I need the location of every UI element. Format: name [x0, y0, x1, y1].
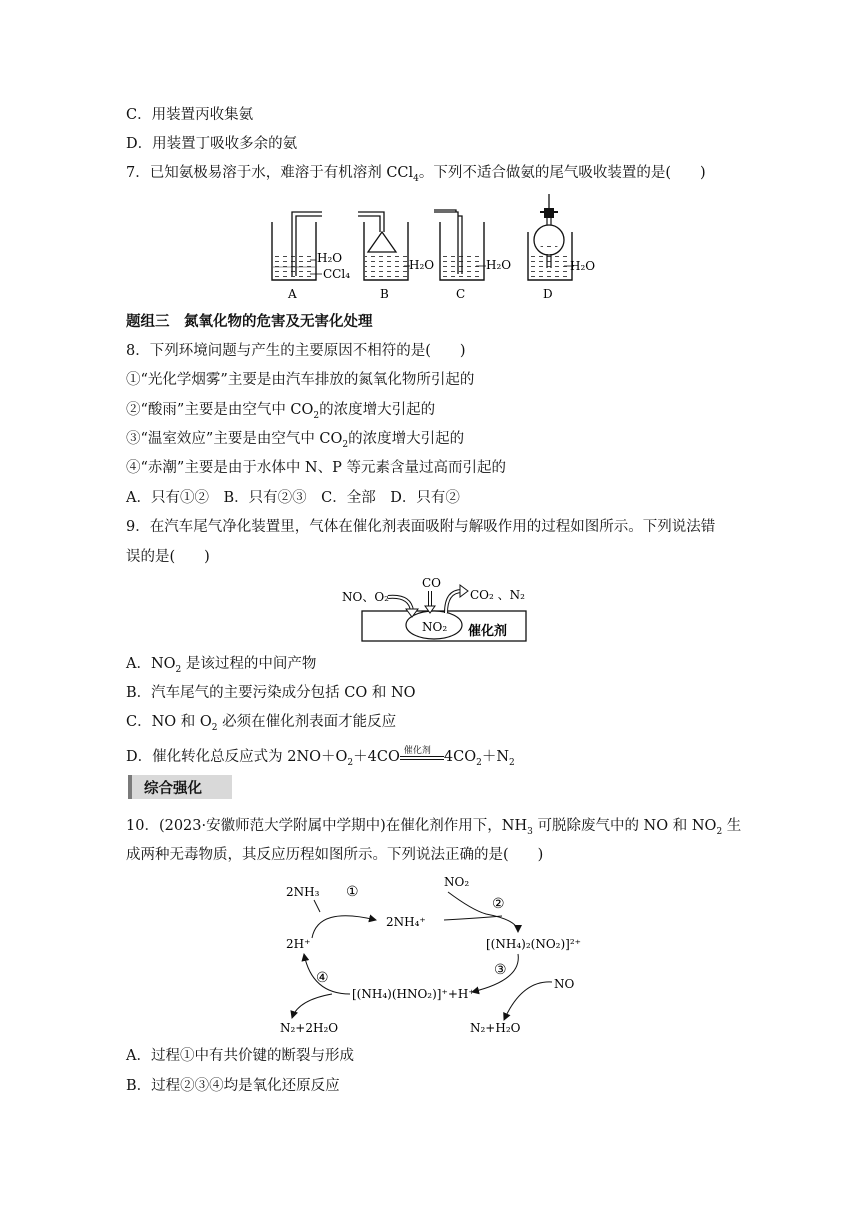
q10-stem-sub2: 2 [716, 826, 723, 837]
q10-stem-line-1 [126, 816, 741, 842]
section-title: 综合强化 [144, 781, 202, 797]
q10-stem-b: 可脱除废气中的 NO 和 NO [532, 818, 717, 834]
q8-item-3 [126, 429, 464, 455]
label-h2o-c: H₂O [486, 258, 512, 272]
q10-complex1: [(NH₄)₂(NO₂)]²⁺ [486, 937, 581, 951]
q10-option-b: B．过程②③④均是氧化还原反应 [126, 1078, 340, 1094]
q8-item-3-a: ③“温室效应”主要是由空气中 CO [126, 431, 343, 447]
q10-stem-a: 10．(2023·安徽师范大学附属中学期中)在催化剂作用下，NH [126, 818, 528, 834]
q9-option-d-n: ＋N [481, 749, 510, 765]
q9-label-right: CO₂ 、N₂ [470, 588, 525, 602]
q9-label-left: NO、O₂ [342, 590, 389, 604]
q9-option-d-sub3: 2 [509, 757, 515, 768]
q9-option-d-text: D．催化转化总反应式为 2NO＋O [126, 749, 348, 765]
q10-no2: NO₂ [444, 875, 470, 889]
q9-stem-line-2: 误的是( ) [126, 549, 210, 565]
q10-no: NO [554, 977, 575, 991]
q9-label-co: CO [422, 576, 442, 590]
q7-stem-text-b: 。下列不适合做氨的尾气吸收装置的是( ) [418, 165, 706, 181]
label-ccl4-a: CCl₄ [323, 267, 351, 281]
q9-option-a-sub: 2 [175, 664, 182, 675]
q9-reaction-condition: 催化剂 [403, 746, 431, 756]
q7-stem-text-a: 7．已知氨极易溶于水，难溶于有机溶剂 CCl [126, 165, 414, 181]
q9-option-b: B．汽车尾气的主要污染成分包括 CO 和 NO [126, 685, 416, 701]
q10-step1: ① [346, 884, 359, 900]
q9-option-d-sub1: 2 [347, 757, 354, 768]
group3-heading: 题组三 氮氧化物的危害及无害化处理 [126, 314, 373, 330]
q10-complex2: [(NH₄)(HNO₂)]⁺+H⁺ [352, 987, 475, 1001]
label-d: D [543, 287, 553, 301]
q7-stem-sub: 4 [413, 173, 419, 184]
q9-option-c [126, 712, 396, 738]
q9-option-c-rest: 必须在催化剂表面才能反应 [217, 714, 397, 730]
label-a: A [288, 287, 297, 301]
q8-stem: 8．下列环境问题与产生的主要原因不相符的是( ) [126, 343, 466, 359]
q10-prod-left: N₂+2H₂O [280, 1021, 339, 1035]
q9-catalyst-figure [338, 573, 538, 647]
q7-stem [126, 163, 706, 189]
q9-label-catalyst: 催化剂 [468, 624, 508, 639]
q10-prod-right: N₂+H₂O [470, 1021, 521, 1035]
label-h2o-d: H₂O [570, 259, 596, 273]
q8-item-4: ④“赤潮”主要是由于水体中 N、P 等元素含量过高而引起的 [126, 460, 506, 476]
q10-nh3: 2NH₃ [286, 885, 320, 899]
label-h2o-b: H₂O [409, 258, 435, 272]
q10-reaction-cycle-figure [272, 870, 612, 1040]
label-c: C [456, 287, 466, 301]
q9-option-a-text: A．NO [126, 656, 176, 672]
q10-step2: ② [492, 896, 505, 912]
q8-item-3-b: 的浓度增大引起的 [348, 431, 465, 447]
label-b: B [380, 287, 389, 301]
q10-stem-sub1: 3 [527, 826, 533, 837]
q8-item-2 [126, 400, 435, 426]
q9-option-d-product: 4CO [443, 749, 477, 765]
q9-option-a [126, 654, 316, 680]
q10-nh4: 2NH₄⁺ [386, 915, 426, 929]
q9-option-d-mid: ＋4CO [353, 749, 400, 765]
q9-option-c-text: C．NO 和 O [126, 714, 212, 730]
q8-item-1: ①“光化学烟雾”主要是由汽车排放的氮氧化物所引起的 [126, 372, 475, 388]
q10-hplus: 2H⁺ [286, 937, 311, 951]
q9-reaction-arrow [400, 747, 444, 767]
q8-options: A．只有①② B．只有②③ C．全部 D．只有② [126, 490, 460, 506]
q9-option-c-sub: 2 [211, 722, 218, 733]
q7-apparatus-figure [258, 194, 603, 304]
q9-option-d [126, 747, 515, 773]
q9-option-a-rest: 是该过程的中间产物 [181, 656, 317, 672]
label-h2o-a: H₂O [317, 251, 343, 265]
q8-item-2-a: ②“酸雨”主要是由空气中 CO [126, 402, 314, 418]
q9-option-d-sub2: 2 [476, 757, 482, 768]
q10-option-a: A．过程①中有共价键的断裂与形成 [126, 1048, 354, 1064]
q10-stem-c: 生 [722, 818, 742, 834]
beaker-d [528, 194, 595, 301]
q9-stem-line-1: 9．在汽车尾气净化装置里，气体在催化剂表面吸附与解吸作用的过程如图所示。下列说法错 [126, 519, 716, 535]
q8-item-2-sub: 2 [313, 410, 320, 421]
q6-option-c: C．用装置丙收集氨 [126, 107, 254, 123]
q6-option-d: D．用装置丁吸收多余的氨 [126, 136, 298, 152]
q10-step4: ④ [316, 970, 329, 986]
q9-label-no2: NO₂ [422, 620, 448, 634]
q10-step3: ③ [494, 962, 507, 978]
q8-item-3-sub: 2 [342, 439, 349, 450]
q10-stem-line-2: 成两种无毒物质，其反应历程如图所示。下列说法正确的是( ) [126, 847, 544, 863]
q8-item-2-b: 的浓度增大引起的 [319, 402, 436, 418]
section-tag [128, 775, 232, 799]
beaker-a [272, 212, 350, 301]
beaker-b [358, 212, 434, 301]
beaker-c [434, 210, 511, 301]
